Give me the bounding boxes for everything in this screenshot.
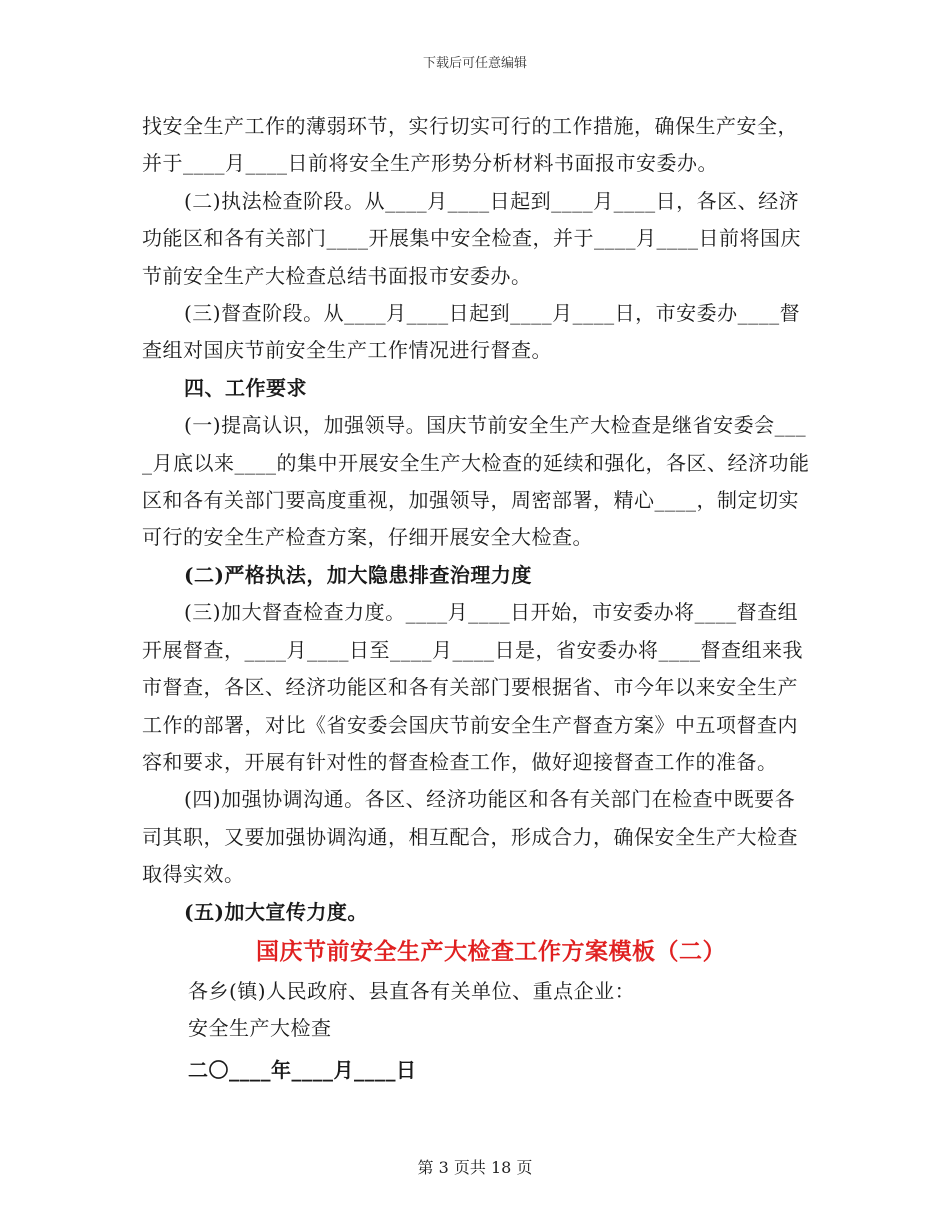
- paragraph-continuation: 找安全生产工作的薄弱环节，实行切实可行的工作措施，确保生产安全，并于____月____日前将安全生产形势分析材料书面报市安委办。: [142, 114, 798, 176]
- paragraph-enforcement-stage: (二)执法检查阶段。从____月____日起到____月____日，各区、经济功能区和各有关部门____开展集中安全检查，并于____月____日前将国庆节前安全生产大检查总结书面报市安委办。: [142, 188, 801, 288]
- page-footer: 第 3 页共 18 页: [417, 1158, 533, 1177]
- paragraph-inspection-efforts: (三)加大督查检查力度。____月____日开始，市安委办将____督查组开展督查，____月____日至____月____日是，省安委办将____督查组来我市督查，各区、经济功能区和各有关部门要根据省、市今年以来安全生产工作的部署，对比《省安委会国庆节前安全生产督查方案》中五项督查内容和要求，开展有针对性的督查检查工作，做好迎接督查工作的准备。: [142, 600, 803, 774]
- paragraph-coordination: (四)加强协调沟通。各区、经济功能区和各有关部门在检查中既要各司其职，又要加强协调沟通，相互配合，形成合力，确保安全生产大检查取得实效。: [142, 787, 798, 887]
- salutation: 各乡(镇)人民政府、县直各有关单位、重点企业：: [188, 978, 636, 1003]
- date-line: 二〇____年____月____日: [188, 1057, 417, 1082]
- paragraph-awareness: (一)提高认识，加强领导。国庆节前安全生产大检查是继省安委会____月底以来____的集中开展安全生产大检查的延续和强化，各区、经济功能区和各有关部门要高度重视，加强领导，周密部署，精心____，制定切实可行的安全生产检查方案，仔细开展安全大检查。: [142, 413, 810, 550]
- paragraph-supervision-stage: (三)督查阶段。从____月____日起到____月____日，市安委办____督查组对国庆节前安全生产工作情况进行督查。: [142, 301, 801, 363]
- heading-strict-enforcement: (二)严格执法，加大隐患排查治理力度: [184, 562, 532, 587]
- section-title: 国庆节前安全生产大检查工作方案模板（二）: [256, 937, 726, 965]
- heading-publicity: (五)加大宣传力度。: [184, 899, 368, 924]
- heading-work-requirements: 四、工作要求: [184, 375, 307, 400]
- subject-line: 安全生产大检查: [188, 1016, 332, 1041]
- document-body: [142, 108, 810, 1089]
- page-header-note: 下载后可任意编辑: [422, 56, 527, 71]
